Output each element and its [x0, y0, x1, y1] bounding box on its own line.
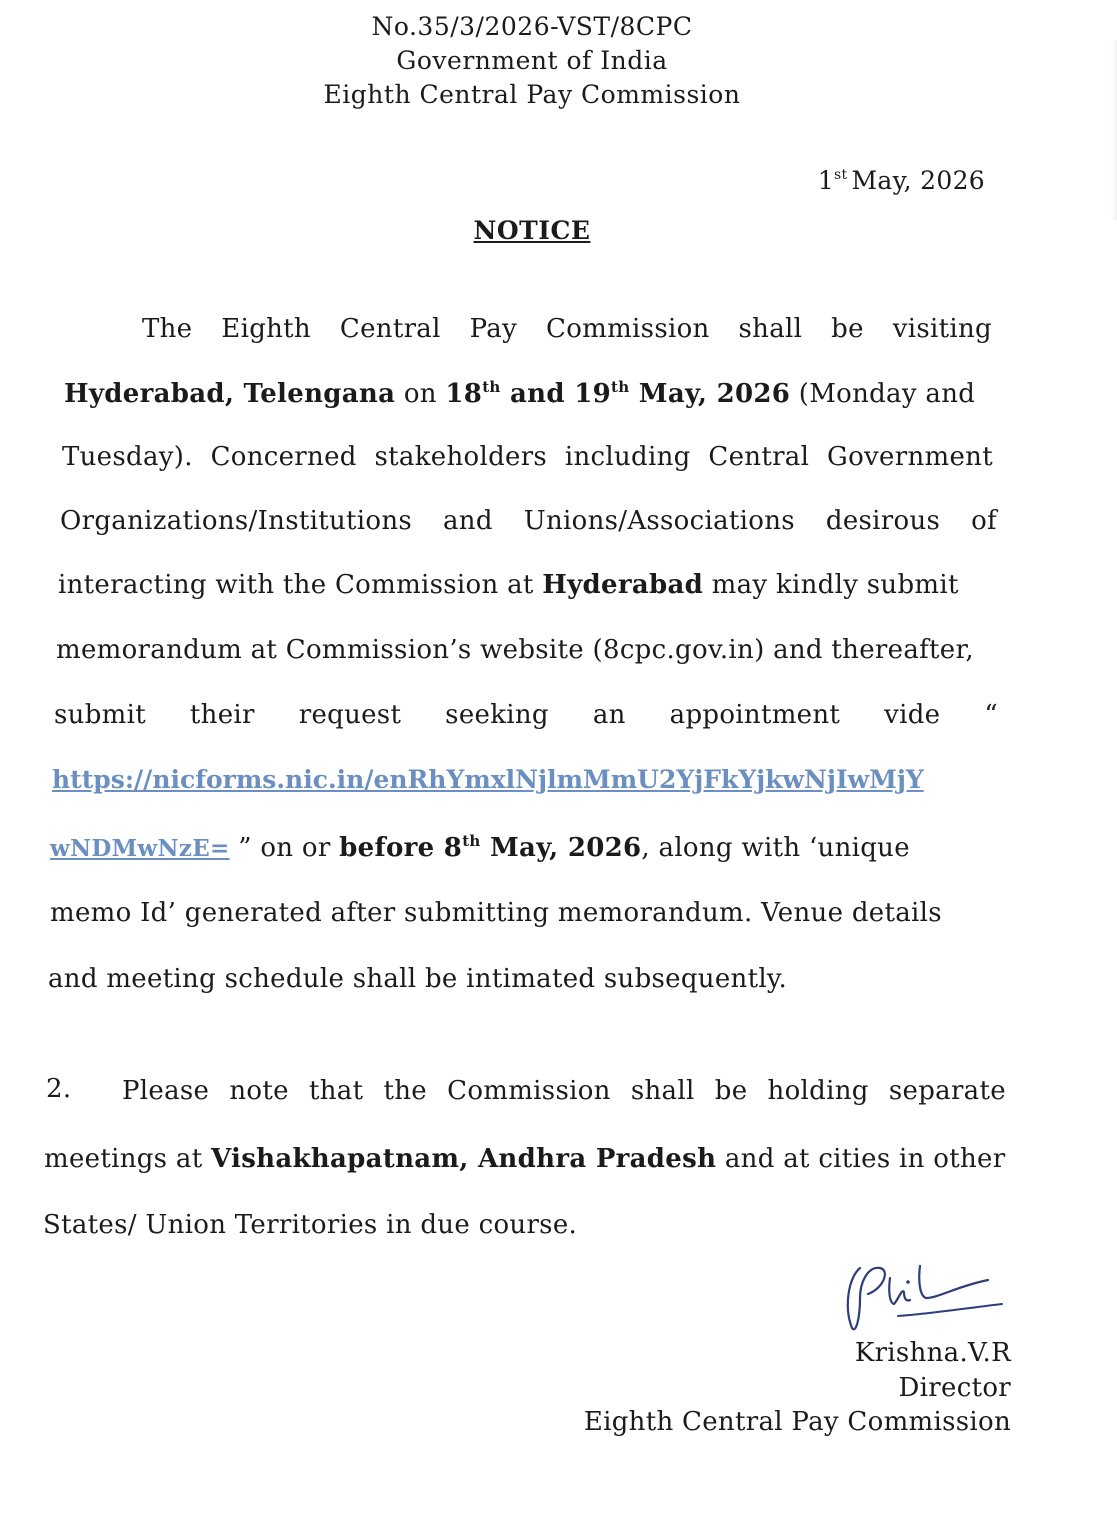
- text: , along with ‘unique: [641, 833, 910, 863]
- reference-number: No.35/3/2026-VST/8CPC: [371, 12, 693, 41]
- text-and: and: [500, 379, 575, 409]
- word: of: [971, 506, 997, 536]
- para1-line8: [52, 765, 924, 794]
- page-edge-shadow: [1111, 40, 1117, 220]
- para1-line4: [60, 506, 997, 536]
- appointment-link-continued[interactable]: wNDMwNzE=: [50, 835, 230, 862]
- para1-line6: memorandum at Commission’s website (8cpc.gov.in) and thereafter,: [56, 635, 974, 665]
- word: desirous: [825, 506, 941, 536]
- word: visiting: [892, 314, 992, 344]
- word: vide: [884, 700, 941, 730]
- signatory-name: Krishna.V.R: [854, 1338, 1011, 1368]
- letter-header: [0, 10, 1064, 112]
- para1-line2: [64, 378, 975, 409]
- word: Commission: [546, 314, 710, 344]
- text: interacting with the Commission at: [58, 570, 543, 600]
- signatory-designation: Director: [898, 1373, 1011, 1403]
- word: be: [831, 314, 864, 344]
- word: Central: [339, 314, 441, 344]
- word: be: [714, 1076, 748, 1106]
- text: ” on or: [229, 833, 340, 863]
- date-suffix: st: [834, 167, 848, 183]
- date-18: 18: [445, 379, 483, 409]
- text: and at cities in other: [716, 1144, 1006, 1174]
- word: stakeholders: [374, 442, 548, 472]
- open-quote: “: [984, 700, 998, 730]
- word: and: [443, 506, 493, 536]
- word: Concerned: [210, 442, 357, 472]
- word: submit: [54, 700, 146, 730]
- city-hyderabad-telengana: Hyderabad, Telengana: [64, 379, 396, 409]
- word: note: [229, 1076, 289, 1106]
- para2-line2: [44, 1144, 1005, 1174]
- word: Organizations/Institutions: [60, 506, 413, 536]
- word: Commission: [447, 1076, 611, 1106]
- deadline: [339, 833, 641, 863]
- signatory-office: Eighth Central Pay Commission: [583, 1407, 1011, 1437]
- word: Unions/Associations: [523, 506, 795, 536]
- word: Tuesday).: [62, 442, 193, 472]
- text: may kindly submit: [703, 570, 959, 600]
- word: Central: [708, 442, 810, 472]
- word: including: [564, 442, 691, 472]
- weekday-text: (Monday and: [790, 379, 976, 409]
- visit-dates: [445, 379, 790, 409]
- word: Please: [122, 1076, 210, 1106]
- places-vishakhapatnam: Vishakhapatnam, Andhra Pradesh: [211, 1144, 717, 1174]
- visit-month-year: May, 2026: [629, 379, 791, 409]
- deadline-month-year: May, 2026: [480, 833, 642, 863]
- para2-line3: States/ Union Territories in due course.: [43, 1210, 578, 1240]
- word: that: [308, 1076, 364, 1106]
- date-19: 19: [574, 379, 611, 409]
- word: shall: [738, 314, 803, 344]
- date-month-year: May, 2026: [851, 166, 985, 195]
- date-day: 1: [817, 166, 835, 195]
- word: seeking: [445, 700, 549, 730]
- city-hyderabad: Hyderabad: [542, 570, 704, 600]
- suffix-th: th: [482, 378, 501, 396]
- deadline-before: before 8: [339, 833, 463, 863]
- para2-number: 2.: [46, 1074, 72, 1104]
- word: Pay: [469, 314, 518, 344]
- government-name: Government of India: [396, 46, 668, 75]
- text: meetings at: [44, 1144, 212, 1174]
- para2-line1: [122, 1076, 1006, 1106]
- word: request: [298, 700, 402, 730]
- word: appointment: [669, 700, 841, 730]
- para1-line7: [54, 700, 998, 730]
- word: separate: [888, 1076, 1006, 1106]
- word: Eighth: [221, 314, 311, 344]
- word: holding: [767, 1076, 869, 1106]
- word: an: [592, 700, 626, 730]
- word: The: [142, 314, 193, 344]
- suffix-th: th: [610, 378, 630, 396]
- commission-name: Eighth Central Pay Commission: [323, 80, 741, 109]
- notice-title: [0, 216, 1064, 245]
- suffix-th: th: [462, 832, 481, 850]
- word: the: [383, 1076, 427, 1106]
- para1-line10: memo Id’ generated after submitting memorandum. Venue details: [50, 898, 942, 928]
- para1-line11: and meeting schedule shall be intimated subsequently.: [48, 964, 788, 994]
- appointment-link[interactable]: https://nicforms.nic.in/enRhYmxlNjlmMmU2YjFkYjkwNjIwMjY: [52, 765, 924, 794]
- para1-line1: [142, 314, 992, 344]
- para1-line9: [50, 832, 910, 863]
- word: Government: [827, 442, 993, 472]
- notice-date: [818, 166, 985, 195]
- signature-icon: [838, 1258, 1008, 1338]
- notice-title-text: NOTICE: [473, 216, 591, 245]
- para1-line3: [62, 442, 993, 472]
- para1-line5: [58, 570, 959, 600]
- word: shall: [630, 1076, 695, 1106]
- word: their: [189, 700, 255, 730]
- text-on: on: [395, 379, 446, 409]
